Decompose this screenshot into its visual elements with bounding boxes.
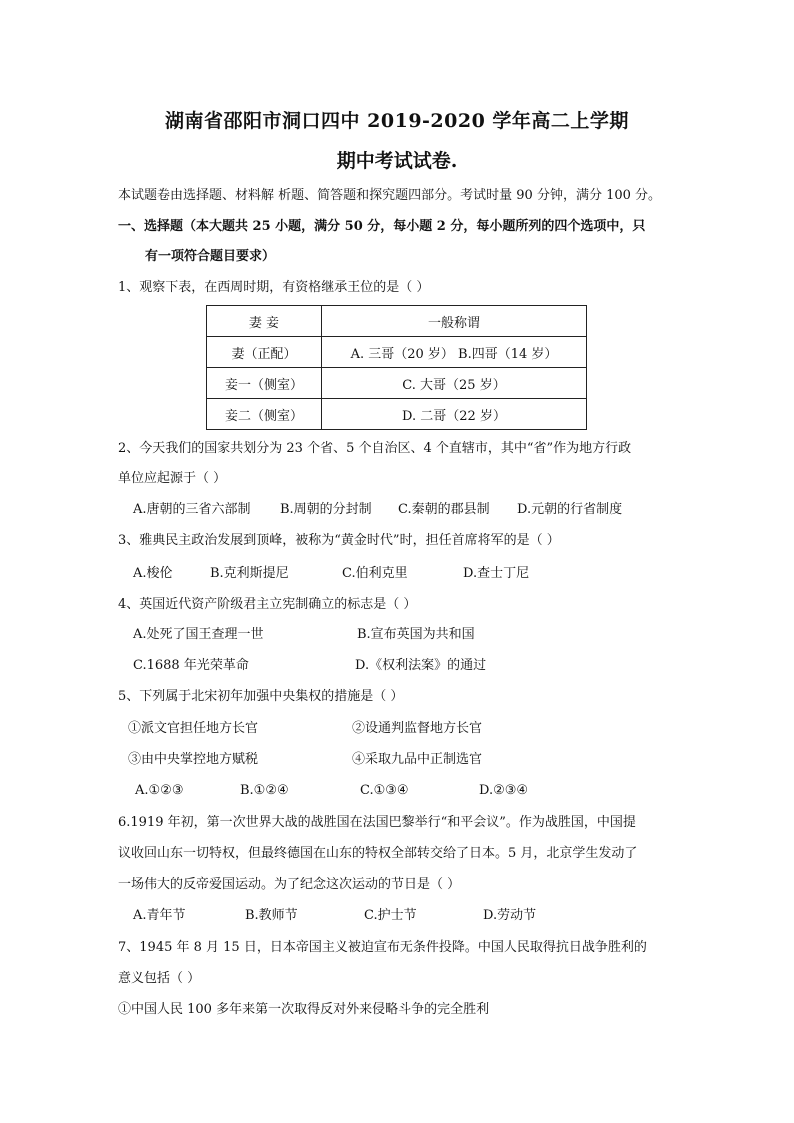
q5-item-2: ②设通判监督地方长官 — [352, 721, 483, 736]
table-cell: D. 二哥（22 岁） — [322, 399, 587, 430]
q7-stem-cont: 意义包括（ ） — [118, 971, 201, 986]
q7-stem: 7、1945 年 8 月 15 日，日本帝国主义被迫宣布无条件投降。中国人民取得抗日战争胜利的 — [118, 940, 647, 955]
q6-option-c: C.护士节 — [364, 908, 417, 923]
q4-option-b: B.宣布英国为共和国 — [357, 627, 475, 642]
table-row — [207, 306, 587, 337]
exam-title-line2: 期中考试试卷. — [336, 150, 458, 172]
q2-option-b: B.周朝的分封制 — [280, 502, 372, 517]
q3-stem: 3、雅典民主政治发展到顶峰，被称为“黄金时代”时，担任首席将军的是（ ） — [118, 533, 560, 548]
q7-item-1: ①中国人民 100 多年来第一次取得反对外来侵略斗争的完全胜利 — [118, 1002, 490, 1017]
q6-stem-cont2: 一场伟大的反帝爱国运动。为了纪念这次运动的节日是（ ） — [118, 877, 461, 892]
q2-option-a: A.唐朝的三省六部制 — [133, 502, 251, 517]
table-cell: C. 大哥（25 岁） — [322, 368, 587, 399]
table-row — [207, 399, 587, 430]
table-cell: 妾一（侧室） — [207, 368, 322, 399]
q3-option-a: A.梭伦 — [133, 566, 173, 581]
table-header-cell: 一般称谓 — [322, 306, 587, 337]
q3-option-c: C.伯利克里 — [342, 566, 408, 581]
q4-option-d: D.《权利法案》的通过 — [355, 658, 487, 673]
q5-stem: 5、下列属于北宋初年加强中央集权的措施是（ ） — [118, 689, 404, 704]
q5-option-c: C.①③④ — [360, 783, 409, 798]
q1-table — [206, 305, 587, 430]
q6-option-a: A.青年节 — [133, 908, 186, 923]
table-row — [207, 337, 587, 368]
q6-option-b: B.教师节 — [245, 908, 298, 923]
q2-stem-cont: 单位应起源于（ ） — [118, 471, 227, 486]
intro-text: 本试题卷由选择题、材料解 析题、简答题和探究题四部分。考试时量 90 分钟，满分 100 分。 — [118, 188, 662, 203]
q5-option-b: B.①②④ — [240, 783, 289, 798]
table-cell: 妾二（侧室） — [207, 399, 322, 430]
q2-stem: 2、今天我们的国家共划分为 23 个省、5 个自治区、4 个直辖市，其中“省”作为地方行政 — [118, 441, 632, 456]
q3-option-b: B.克利斯提尼 — [210, 566, 289, 581]
q5-item-1: ①派文官担任地方长官 — [128, 721, 259, 736]
section1-heading-cont: 有一项符合题目要求） — [145, 249, 276, 264]
table-row — [207, 368, 587, 399]
table-cell: A. 三哥（20 岁） B.四哥（14 岁） — [322, 337, 587, 368]
q5-item-4: ④采取九品中正制选官 — [352, 752, 483, 767]
exam-title-line1: 湖南省邵阳市洞口四中 2019-2020 学年高二上学期 — [165, 110, 629, 132]
section1-heading: 一、选择题（本大题共 25 小题，满分 50 分，每小题 2 分，每小题所列的四个选项中，只 — [118, 219, 646, 234]
q2-option-c: C.秦朝的郡县制 — [398, 502, 490, 517]
table-header-cell: 妻 妾 — [207, 306, 322, 337]
q5-option-a: A.①②③ — [135, 783, 184, 798]
q2-option-d: D.元朝的行省制度 — [517, 502, 623, 517]
q3-option-d: D.查士丁尼 — [463, 566, 530, 581]
q6-option-d: D.劳动节 — [483, 908, 537, 923]
q1-stem: 1、观察下表，在西周时期，有资格继承王位的是（ ） — [118, 280, 430, 295]
q4-option-c: C.1688 年光荣革命 — [133, 658, 249, 673]
q5-item-3: ③由中央掌控地方赋税 — [128, 752, 259, 767]
q4-stem: 4、英国近代资产阶级君主立宪制确立的标志是（ ） — [118, 597, 417, 612]
table-cell: 妻（正配） — [207, 337, 322, 368]
q6-stem: 6.1919 年初，第一次世界大战的战胜国在法国巴黎举行“和平会议”。作为战胜国，中国提 — [118, 815, 636, 830]
q6-stem-cont1: 议收回山东一切特权，但最终德国在山东的特权全部转交给了日本。5 月，北京学生发动了 — [118, 846, 638, 861]
q5-option-d: D.②③④ — [479, 783, 529, 798]
q4-option-a: A.处死了国王查理一世 — [133, 627, 264, 642]
